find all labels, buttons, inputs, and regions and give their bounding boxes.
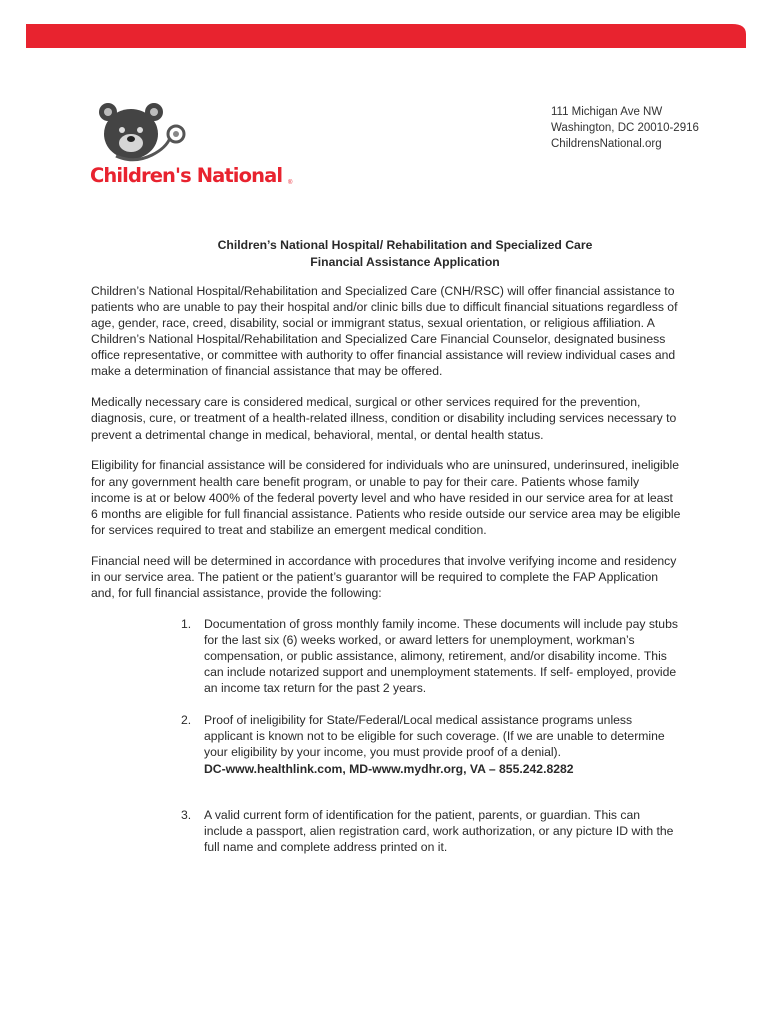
list-item-number: 2. [181, 713, 192, 728]
childrens-national-logo [88, 100, 298, 195]
list-item [181, 712, 681, 776]
paragraph-financial-need: Financial need will be determined in accordance with procedures that involve verifying income and residency in our service area. The patient or the patient’s guarantor will be required to complete the FAP Application and, for full financial assistance, provide the following: [91, 553, 677, 600]
trademark-symbol: ® [288, 180, 293, 186]
paragraph-intro: Children’s National Hospital/Rehabilitation and Specialized Care (CNH/RSC) will offer financial assistance to patients who are unable to pay their hospital and/or clinic bills due to difficult financial situations regardless of age, gender, race, creed, disability, social or immigrant status, sexual orientation, or religious affiliation. A Children’s National Hospital/Rehabilitation and Specialized Care Financial Counselor, designated business office representative, or committee with authority to offer financial assistance will review individual cases and make a determination of financial assistance that may be offered. [91, 284, 678, 379]
address-block [551, 104, 699, 152]
list-item-text: Proof of ineligibility for State/Federal/Local medical assistance programs unless applicant is known not to be eligible for such coverage. (If we are unable to determine your eligibility by your income, you must provide proof of a denial). [204, 713, 665, 760]
assistance-contacts: DC-www.healthlink.com, MD-www.mydhr.org, VA – 855.242.8282 [204, 761, 574, 776]
list-item-text: A valid current form of identification for the patient, parents, or guardian. This can include a passport, alien registration card, work authorization, or any picture ID with the full name and complete address printed on it. [204, 807, 674, 854]
list-item-number: 3. [181, 807, 192, 822]
document-body [91, 283, 681, 871]
title-line-2: Financial Assistance Application [310, 255, 500, 269]
paragraph-medically-necessary: Medically necessary care is considered medical, surgical or other services required for the prevention, diagnosis, cure, or treatment of a health-related illness, condition or disability including services necessary to prevent a detrimental change in medical, behavioral, mental, or dental health status. [91, 395, 677, 442]
brand-wordmark: Children's National [90, 164, 283, 187]
list-item-text: Documentation of gross monthly family income. These documents will include pay stubs for the last six (6) weeks worked, or award letters for unemployment, workman’s compensation, or public assistance, alimony, retirement, and/or disability income. This can include notarized support and unemployment statements. If self- employed, provide an income tax return for the past 2 years. [204, 616, 678, 696]
document-title [60, 237, 750, 271]
address-website: ChildrensNational.org [551, 138, 662, 150]
address-city: Washington, DC 20010-2916 [551, 122, 699, 134]
paragraph-eligibility: Eligibility for financial assistance will be considered for individuals who are uninsured, underinsured, ineligible for any government health care benefit program, or unable to pay for their care. Patients whose family income is at or below 400% of the federal poverty level and who have resided in our service area for at least 6 months are eligible for full financial assistance. Patients who reside outside our service area may be eligible for services required to treat and stabilize an emergent medical condition. [91, 458, 681, 537]
bear-mascot-icon [94, 100, 190, 166]
list-item [181, 807, 681, 855]
list-item [181, 616, 681, 696]
header-banner [0, 0, 770, 60]
address-street: 111 Michigan Ave NW [551, 106, 663, 118]
list-item-number: 1. [181, 616, 192, 631]
title-line-1: Children’s National Hospital/ Rehabilitation and Specialized Care [217, 238, 593, 252]
requirements-list [181, 616, 681, 855]
